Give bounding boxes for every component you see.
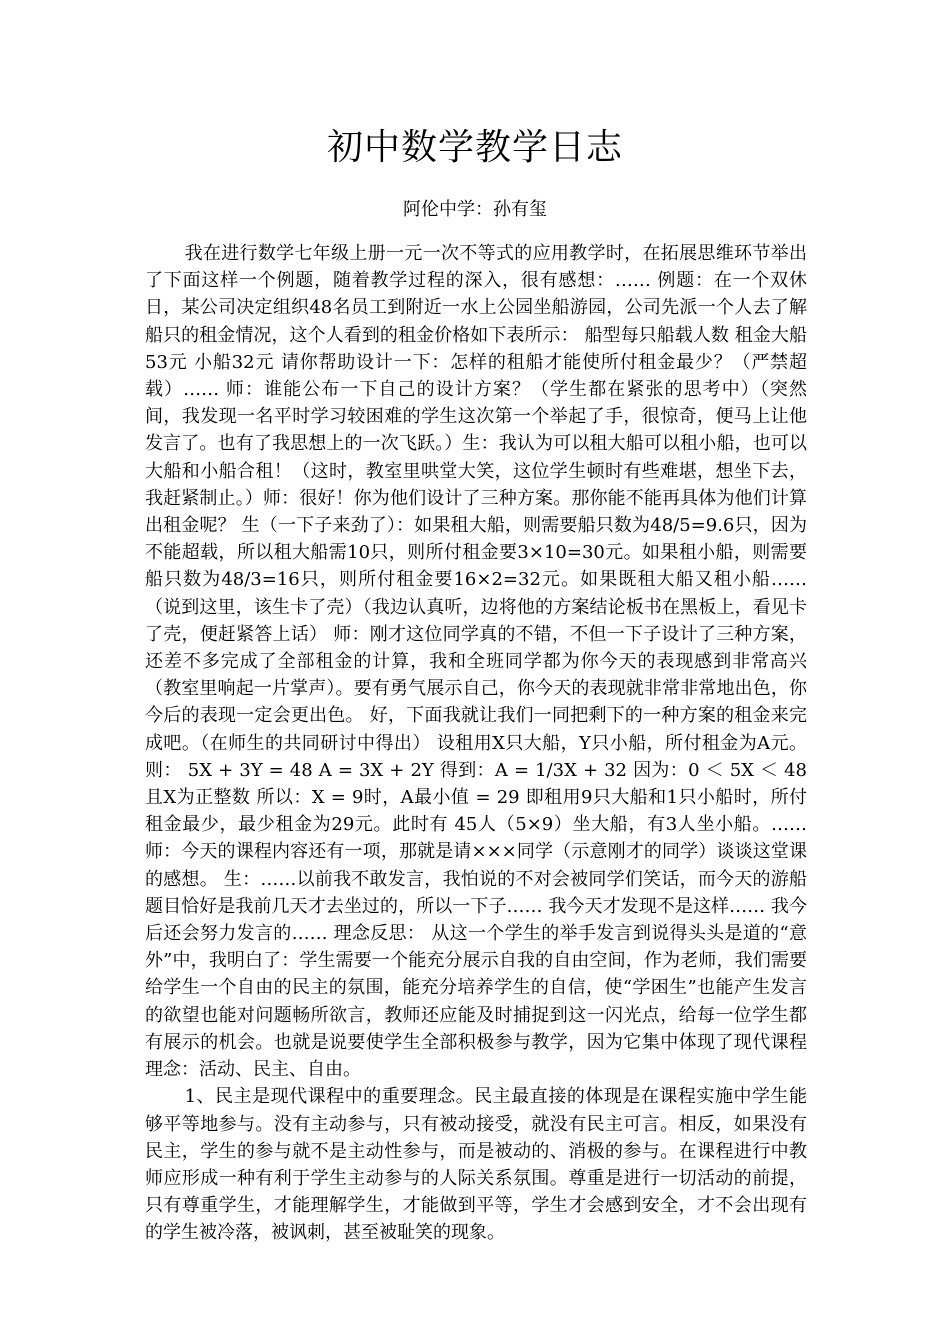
body-paragraph: 我在进行数学七年级上册一元一次不等式的应用教学时，在拓展思维环节举出了下面这样一个例题，随着教学过程的深入，很有感想：…… 例题：在一个双休日，某公司决定组织48名员工到附近一水上公园坐船游园，公司先派一个人去了解船只的租金情况，这个人看到的租金价格如下表所示： 船型每只船载人数 租金大船 53元 小船32元 请你帮助设计一下：怎样的租船才能使所付租金最少？（严禁超载）…… 师：谁能公布一下自己的设计方案？（学生都在紧张的思考中）（突然间，我发现一名平时学习较困难的学生这次第一个举起了手，很惊奇，便马上让他发言了。也有了我思想上的一次飞跃。）生：我认为可以租大船可以租小船，也可以大船和小船合租！（这时，教室里哄堂大笑，这位学生顿时有些难堪，想坐下去，我赶紧制止。）师：很好！你为他们设计了三种方案。那你能不能再具体为他们计算出租金呢？ 生（一下子来劲了）：如果租大船，则需要船只数为48/5=9.6只，因为不能超载，所以租大船需10只，则所付租金要3×10=30元。如果租小船，则需要船只数为48/3=16只，则所付租金要16×2=32元。如果既租大船又租小船……（说到这里，该生卡了壳）（我边认真听，边将他的方案结论板书在黑板上，看见卡了壳，便赶紧答上话） 师：刚才这位同学真的不错，不但一下子设计了三种方案，还差不多完成了全部租金的计算，我和全班同学都为你今天的表现感到非常高兴（教室里响起一片掌声）。要有勇气展示自己，你今天的表现就非常非常地出色，你今后的表现一定会更出色。 好，下面我就让我们一同把剩下的一种方案的租金来完成吧。（在师生的共同研讨中得出） 设租用X只大船，Y只小船，所付租金为A元。 则： 5X + 3Y = 48 A = 3X + 2Y 得到：A = 1/3X + 32 因为：0 ＜ 5X ＜ 48 且X为正整数 所以：X = 9时，A最小值 = 29 即租用9只大船和1只小船时，所付租金最少，最少租金为29元。此时有 45人（5×9）坐大船，有3人坐小船。…… 师：今天的课程内容还有一项，那就是请×××同学（示意刚才的同学）谈谈这堂课的感想。 生：……以前我不敢发言，我怕说的不对会被同学们笑话，而今天的游船题目恰好是我前几天才去坐过的，所以一下子…… 我今天才发现不是这样…… 我今后还会努力发言的…… 理念反思： 从这一个学生的举手发言到说得头头是道的“意外”中，我明白了：学生需要一个能充分展示自我的自由空间，作为老师，我们需要给学生一个自由的民主的氛围，能充分培养学生的自信，使“学困生”也能产生发言的欲望也能对问题畅所欲言，教师还应能及时捕捉到这一闪光点，给每一位学生都有展示的机会。也就是说要使学生全部积极参与教学，因为它集中体现了现代课程理念：活动、民主、自由。 <box>145 243 807 1081</box>
document-author: 阿伦中学：孙有玺 <box>403 199 547 220</box>
document-body <box>145 240 807 1247</box>
document-title: 初中数学教学日志 <box>326 127 623 168</box>
body-paragraph: 1、民主是现代课程中的重要理念。民主最直接的体现是在课程实施中学生能够平等地参与。没有主动参与，只有被动接受，就没有民主可言。相反，如果没有民主，学生的参与就不是主动性参与，而是被动的、消极的参与。在课程进行中教师应形成一种有利于学生主动参与的人际关系氛围。尊重是进行一切活动的前提，只有尊重学生，才能理解学生，才能做到平等，学生才会感到安全，才不会出现有的学生被冷落，被讽刺，甚至被耻笑的现象。 <box>145 1086 807 1244</box>
